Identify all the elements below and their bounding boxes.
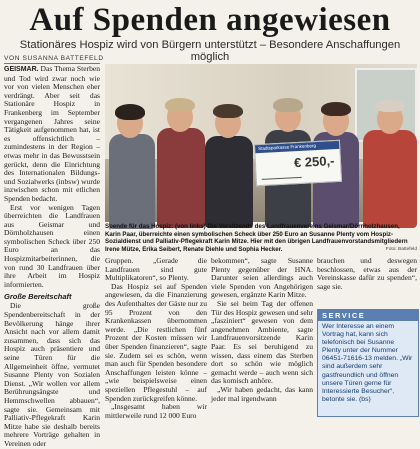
paragraph: Gruppen. „Gerade die Landfrauen sind gute Multiplikatoren“, so Plenty. <box>105 256 207 283</box>
cheque-amount: € 250,- <box>293 153 335 171</box>
person-hair <box>165 98 195 112</box>
article-column-4 <box>317 257 417 307</box>
cheque-bank: Stadtsparkasse Frankenberg <box>258 143 317 152</box>
person-hair <box>321 102 351 116</box>
paragraph: Das Hospiz sei auf Spenden angewiesen, da die Finanzierung des Aufenthaltes der Gäste nur zu 95 Prozent von den Krankenkassen übernommen werde. „Die restlichen fünf Prozent der Kosten müssen wir über Spenden finanzieren“, sagte sie. Zudem sei es schön, wenn man auch für Spenden besondere Anschaffungen leisten könne – „wie beispielsweise einen speziellen Pflegestuhl – auf Spenden zurückgreifen könne. <box>105 281 207 403</box>
person-hair <box>375 100 405 112</box>
subheading: Große Bereitschaft <box>4 292 72 302</box>
paragraph: „Insgesamt haben wir mittlerweile rund 12 000 Euro <box>105 402 207 420</box>
article-column-2 <box>105 256 207 420</box>
person-figure <box>109 134 155 229</box>
person-figure <box>205 136 253 228</box>
person-hair <box>115 104 145 120</box>
paragraph <box>4 65 100 204</box>
byline: VON SUSANNA BATTEFELD <box>4 55 104 62</box>
paragraph: brauchen und deswegen beschlossen, etwas aus der Vereinskasse dafür zu spenden“, sage sie. <box>317 256 417 291</box>
photo-credit: Foto: Battefeld <box>385 247 417 252</box>
cheque-signature-line <box>261 169 301 180</box>
paragraph: Die große Spendenbereitschaft in der Bevölkerung hänge ihrer Ansicht nach vor allem damit zusammen, dass sich das Hospiz auch präsentiere und seine Türen für die Allgemeinheit öffne, vermutet Susanne Plenty von Sozialen Dienst. „Wir wollen vor allem Berührungsängste und Hemmschwellen abbauen“, sagte sie. Gemeinsam mit Palliativ-Pflegekraft Karin Mitze habe sie deshalb bereits mehrere Vorträge gehalten in Vereinen oder <box>4 301 100 448</box>
dateline: GEISMAR. <box>4 66 39 73</box>
article-column-3 <box>211 257 313 417</box>
person-hair <box>273 98 303 112</box>
service-box-title: SERVICE <box>318 310 418 321</box>
service-box <box>317 309 419 417</box>
headline: Auf Spenden angewiesen <box>29 2 391 38</box>
paragraph: Sie sei beim Tag der offenen Tür des Hospiz gewesen und sehr „fasziniert“ gewesen von dem angenehmen Ambiente, sagte Landfrauenvorsitzende Karin Paar. Es sei beruhigend zu wissen, dass einem das Sterben dort so schön wie möglich gemacht werde – auch wenn sich das komisch anhöre. <box>211 298 313 386</box>
person-figure <box>363 130 417 228</box>
article-column-1 <box>4 64 100 448</box>
donation-cheque <box>254 140 342 186</box>
paragraph: „Wir haben gedacht, das kann jeder mal irgendwann <box>211 384 313 403</box>
paragraph: Erst vor wenigen Tagen überreichten die Landfrauen aus Geismar und Dörnholzhausen einen symbolischen Scheck über 250 Euro an das Hospizmitarbeiterinnen, die von rund 30 Landfrauen über ihre Arbeit im Hospiz informierten. <box>4 202 100 289</box>
person-hair <box>213 104 243 118</box>
paragraph-text: Das Thema Sterben und Tod wird zwar noch wie vor von vielen Menschen eher verdrängt. Aber seit das Stationäre Hospiz in Frankenberg im September vergangenen Jahres seine Tätigkeit aufgenommen hat, ist es offensichtlich – zumindestens in der Region – etwas mehr in das Bewusstsein gerückt, denn die Einrichtung des Internationalen Bildungs- und Sozialwerks (inbsw) wurde inzwischen schon mit etlichen Spenden bedacht. <box>4 64 100 203</box>
service-box-text: Wer Interesse an einem Vortrag hat, kann sich telefonisch bei Susanne Plenty unter der Nummer 06451-71616-13 melden. „Wir sind außerdem sehr gastfreundlich und öffnen unsere Türen gerne für Interessierte Besucher“, betonte sie. (bs) <box>322 323 413 403</box>
person-figure <box>157 128 205 228</box>
paragraph: bekommen“, sagte Susanne Plenty gegenüber der HNA. Darunter seien allerdings auch viele Spenden von Angehörigen gewesen, ergänzte Karin Mitze. <box>211 256 313 300</box>
photo-caption: Spende für das Hospiz: (von links) Die Vorsitzende des Landfrauenvereins Geismar/Dörnholzhausen, Karin Paar, überreichte einen symbolischen Scheck über 250 Euro an Susanne Plenty vom Hospiz-Sozialdienst und Palliativ-Pflegekraft Karin Mitze. Hier mit den übrigen Landfrauenvorstandsmitgliedern Irene Mütze, Erika Seibert, Renate Diehle und Sophia Hecker. <box>105 223 408 253</box>
subheadline: Stationäres Hospiz wird von Bürgern unterstützt – Besondere Anschaffungen möglich <box>19 39 401 63</box>
article-photo <box>105 64 417 222</box>
